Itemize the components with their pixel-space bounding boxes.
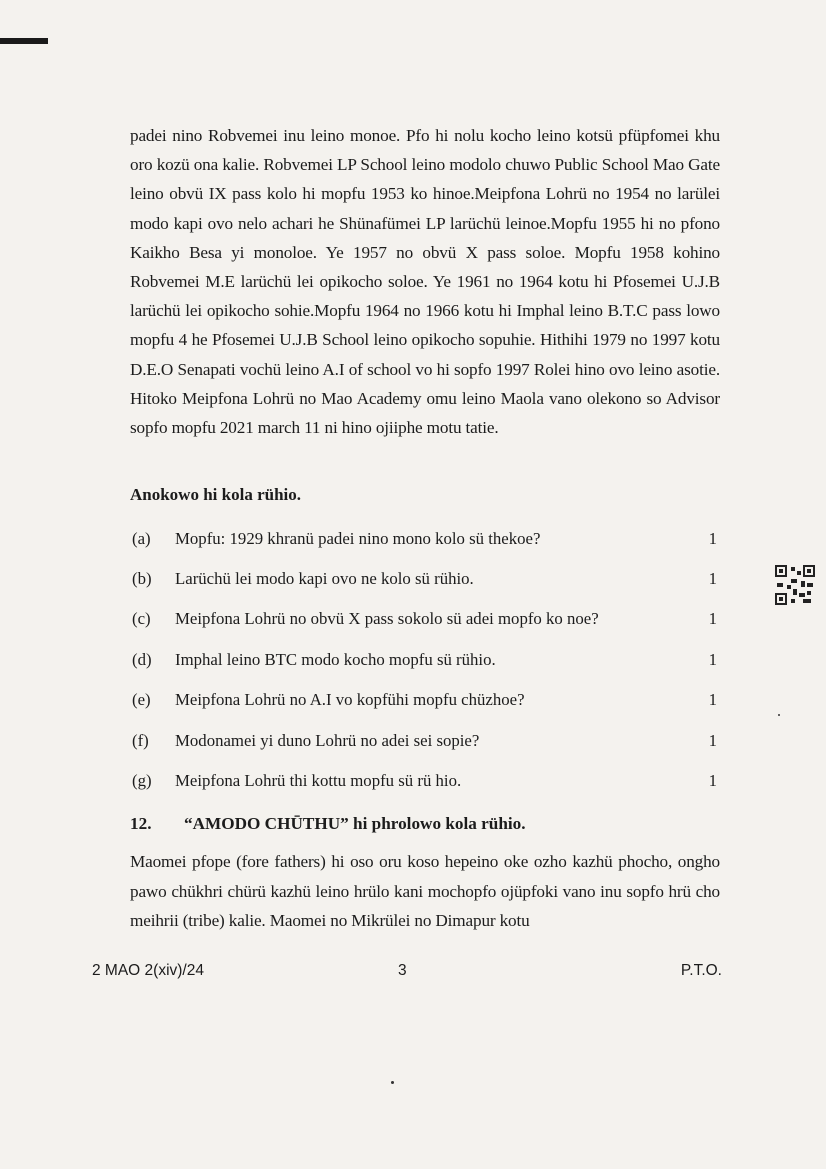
question-d: [132, 647, 717, 673]
qr-code-icon: [775, 565, 815, 605]
question-e: [132, 687, 717, 713]
question-label: (d): [132, 650, 152, 669]
question-b: [132, 566, 717, 592]
question-label: (e): [132, 690, 151, 709]
passage-2-text: [130, 847, 720, 936]
question-marks: 1: [708, 569, 717, 588]
question-text: Imphal leino BTC modo kocho mopfu sü rühio.: [175, 650, 496, 669]
corner-mark: [0, 38, 48, 44]
question-title: “AMODO CHŪTHU” hi phrolowo kola rühio.: [184, 814, 526, 833]
passage-2-paragraph: Maomei pfope (fore fathers) hi oso oru koso hepeino oke ozho kazhü phocho, ongho pawo chükhri chürü kazhü leino hrülo kani mochopfo ojüpfoki vano inu sopfo hrü cho meihrii (tribe) kalie. Maomei no Mikrülei no Dimapur kotu: [130, 852, 720, 930]
page-number: 3: [398, 962, 407, 979]
question-marks: 1: [708, 529, 717, 548]
question-text: Larüchü lei modo kapi ovo ne kolo sü rühio.: [175, 569, 474, 588]
scan-speck: [391, 1081, 394, 1084]
paper-code: 2 MAO 2(xiv)/24: [92, 962, 204, 979]
question-label: (g): [132, 771, 152, 790]
question-label: (a): [132, 529, 151, 548]
question-g: [132, 768, 717, 794]
question-label: (f): [132, 731, 149, 750]
question-instruction: Anokowo hi kola rühio.: [130, 485, 301, 504]
question-marks: 1: [708, 771, 717, 790]
question-marks: 1: [708, 731, 717, 750]
question-a: [132, 526, 717, 552]
question-text: Mopfu: 1929 khranü padei nino mono kolo sü thekoe?: [175, 529, 541, 548]
please-turn-over: P.T.O.: [680, 962, 722, 979]
scan-speck: [778, 714, 780, 716]
page-footer: [92, 962, 722, 984]
question-marks: 1: [708, 650, 717, 669]
question-label: (b): [132, 569, 152, 588]
question-label: (c): [132, 609, 151, 628]
question-c: [132, 606, 717, 632]
passage-text: [130, 121, 720, 442]
question-marks: 1: [708, 690, 717, 709]
question-number: 12.: [130, 814, 152, 833]
question-text: Modonamei yi duno Lohrü no adei sei sopie?: [175, 731, 480, 750]
question-text: Meipfona Lohrü thi kottu mopfu sü rü hio.: [175, 771, 462, 790]
question-marks: 1: [708, 609, 717, 628]
question-text: Meipfona Lohrü no obvü X pass sokolo sü adei mopfo ko noe?: [175, 609, 599, 628]
question-f: [132, 728, 717, 754]
passage-paragraph: padei nino Robvemei inu leino monoe. Pfo hi nolu kocho leino kotsü pfüpfomei khu oro kozü ona kalie. Robvemei LP School leino modolo chuwo Public School Mao Gate leino obvü IX pass kolo hi mopfu 1953 ko hinoe.Meipfona Lohrü no 1954 no larülei modo kapi ovo nelo achari he Shünafümei LP larüchü leinoe.Mopfu 1955 hi no pfono Kaikho Besa yi monoloe. Ye 1957 no obvü X pass soloe. Mopfu 1958 kohino Robvemei M.E larüchü lei opikocho soloe. Ye 1961 no 1964 kotu hi Pfosemei U.J.B larüchü lei opikocho sohie.Mopfu 1964 no 1966 kotu hi Imphal leino B.T.C pass lowo mopfu 4 he Pfosemei U.J.B School leino opikocho sopuhie. Hithihi 1979 no 1997 kotu D.E.O Senapati vochü leino A.I of school vo hi sopfo 1997 Rolei hino ovo leino asotie. Hitoko Meipfona Lohrü no Mao Academy omu leino Maola vano olekono so Advisor sopfo mopfu 2021 march 11 ni hino ojiiphe motu tatie.: [130, 126, 720, 438]
question-text: Meipfona Lohrü no A.I vo kopfühi mopfu chüzhoe?: [175, 690, 525, 709]
